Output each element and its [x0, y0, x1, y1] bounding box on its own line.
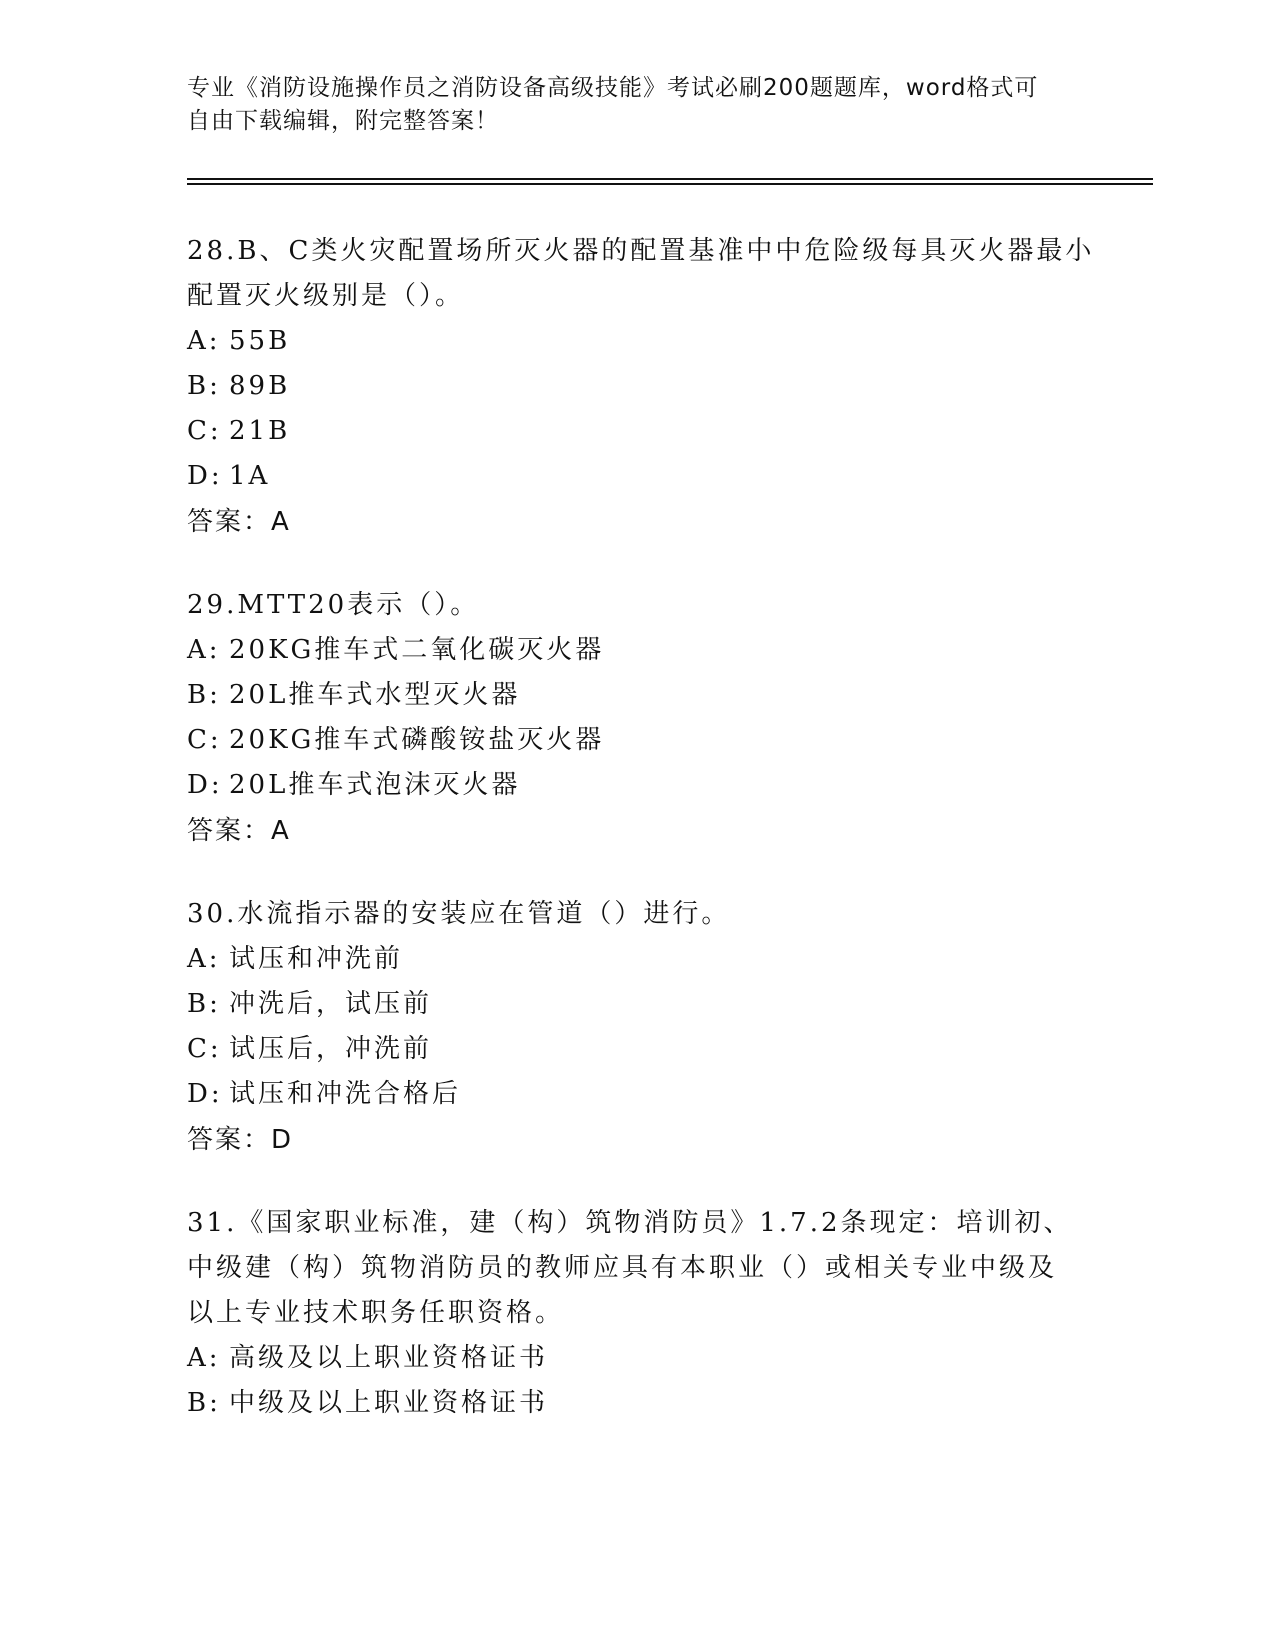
option-letter: D:	[187, 461, 223, 491]
option-text: 冲洗后，试压前	[229, 989, 433, 1019]
question-text-line: 中级建（构）筑物消防员的教师应具有本职业（）或相关专业中级及	[187, 1253, 1058, 1283]
option-item	[187, 364, 1087, 409]
option-item	[187, 982, 1087, 1027]
option-letter: C:	[187, 416, 222, 446]
question-text-line: 30.水流指示器的安装应在管道（）进行。	[187, 899, 731, 929]
option-item	[187, 409, 1087, 454]
header-divider-top	[187, 178, 1153, 180]
question-item	[187, 1201, 1087, 1426]
option-letter: D:	[187, 770, 223, 800]
option-letter: B:	[187, 989, 221, 1019]
option-text: 中级及以上职业资格证书	[229, 1388, 549, 1418]
question-text-line: 配置灭火级别是（）。	[187, 281, 465, 311]
option-letter: D:	[187, 1079, 223, 1109]
option-item	[187, 1336, 1087, 1381]
option-item	[187, 673, 1087, 718]
question-item	[187, 583, 1087, 854]
header-divider-bottom	[187, 183, 1153, 185]
header-line-2: 自由下载编辑，附完整答案！	[187, 108, 499, 134]
option-item	[187, 454, 1087, 499]
option-item	[187, 628, 1087, 673]
option-letter: A:	[187, 635, 221, 665]
option-letter: A:	[187, 944, 221, 974]
option-letter: A:	[187, 326, 221, 356]
option-letter: C:	[187, 725, 222, 755]
option-text: 20L推车式水型灭火器	[229, 680, 521, 710]
question-item	[187, 229, 1095, 545]
option-item	[187, 937, 1087, 982]
option-item	[187, 1027, 1087, 1072]
option-text: 试压后，冲洗前	[229, 1034, 433, 1064]
option-text: 89B	[229, 371, 291, 401]
option-letter: A:	[187, 1343, 221, 1373]
question-text-line: 以上专业技术职务任职资格。	[187, 1298, 565, 1328]
option-item	[187, 1381, 1087, 1426]
option-letter: B:	[187, 371, 221, 401]
option-letter: B:	[187, 1388, 221, 1418]
option-text: 试压和冲洗合格后	[229, 1079, 462, 1109]
option-letter: B:	[187, 680, 221, 710]
option-text: 20KG推车式磷酸铵盐灭火器	[229, 725, 605, 755]
option-item	[187, 718, 1087, 763]
option-text: 20L推车式泡沫灭火器	[229, 770, 521, 800]
question-list	[187, 229, 1095, 1464]
answer-line: 答案：A	[187, 816, 291, 846]
question-item	[187, 892, 1087, 1163]
answer-line: 答案：D	[187, 1125, 294, 1155]
option-item	[187, 763, 1087, 808]
option-text: 21B	[229, 416, 291, 446]
answer-line: 答案：A	[187, 507, 291, 537]
option-text: 55B	[229, 326, 291, 356]
question-text-line: 29.MTT20表示（）。	[187, 590, 480, 620]
option-item	[187, 319, 1087, 364]
option-text: 20KG推车式二氧化碳灭火器	[229, 635, 605, 665]
document-header	[187, 72, 1087, 138]
option-item	[187, 1072, 1087, 1117]
question-text-line: 31.《国家职业标准，建（构）筑物消防员》1.7.2条现定：培训初、	[187, 1208, 1073, 1238]
option-text: 高级及以上职业资格证书	[229, 1343, 549, 1373]
option-letter: C:	[187, 1034, 222, 1064]
question-text-line: 28.B、C类火灾配置场所灭火器的配置基准中中危险级每具灭火器最小	[187, 236, 1095, 266]
option-text: 1A	[229, 461, 271, 491]
option-text: 试压和冲洗前	[229, 944, 404, 974]
header-line-1: 专业《消防设施操作员之消防设备高级技能》考试必刷200题题库，word格式可	[187, 75, 1039, 101]
